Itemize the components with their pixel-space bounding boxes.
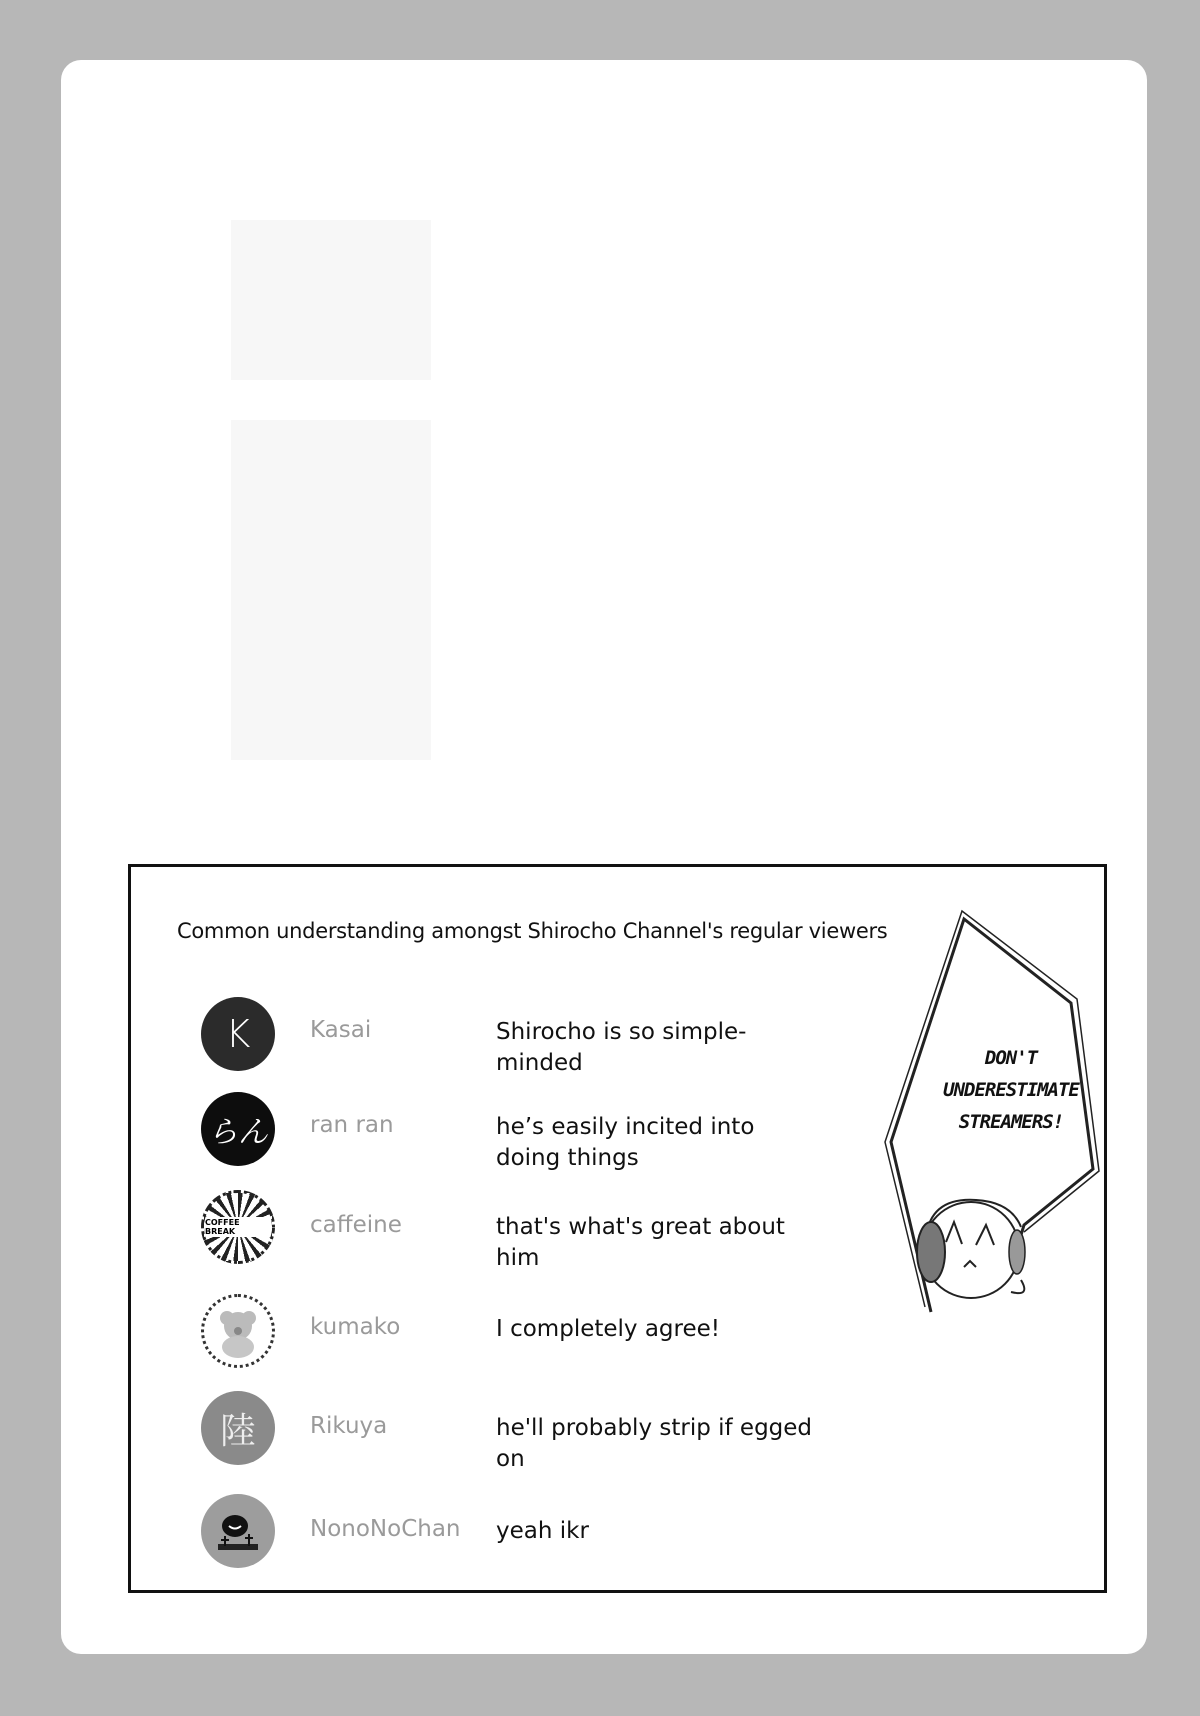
avatar-letter: K (225, 1012, 251, 1056)
comment-username: ran ran (310, 1112, 394, 1138)
panel-title: Common understanding amongst Shirocho Channel's regular viewers (177, 919, 888, 943)
faded-bleedthrough (231, 420, 431, 760)
coffee-break-badge-icon (201, 1190, 275, 1264)
comment-message: I completely agree! (496, 1316, 721, 1342)
avatar-kanji: 陸 (219, 1410, 256, 1452)
comment-message: he'll probably strip if egged on (496, 1415, 813, 1472)
comment-username: NonoNoChan (310, 1516, 461, 1542)
badge-text: COFFEE BREAK (204, 1217, 272, 1237)
comment-message: Shirocho is so simple-minded (496, 1019, 747, 1076)
comment-message: yeah ikr (496, 1518, 589, 1544)
comment-message: he’s easily incited into doing things (496, 1114, 755, 1171)
teddy-bear-icon (201, 1294, 275, 1368)
shout-line: STREAMERS! (958, 1111, 1064, 1133)
speech-bubble-text (921, 1042, 1101, 1138)
comment-username: Rikuya (310, 1413, 388, 1439)
chibi-streamer-icon (917, 1200, 1025, 1298)
avatar-kana: らん (208, 1115, 268, 1150)
avatar-k (201, 997, 275, 1071)
avatar-ran (201, 1092, 275, 1166)
ghost-graveyard-icon (201, 1494, 275, 1568)
faded-bleedthrough (231, 220, 431, 380)
comment-username: kumako (310, 1314, 401, 1340)
comment-username: Kasai (310, 1017, 372, 1043)
avatar-riku (201, 1391, 275, 1465)
shout-line: UNDERESTIMATE (943, 1079, 1079, 1101)
comment-username: caffeine (310, 1212, 402, 1238)
shout-line: DON'T (984, 1047, 1038, 1069)
comment-panel (128, 864, 1107, 1593)
comment-message: that's what's great about him (496, 1214, 785, 1271)
